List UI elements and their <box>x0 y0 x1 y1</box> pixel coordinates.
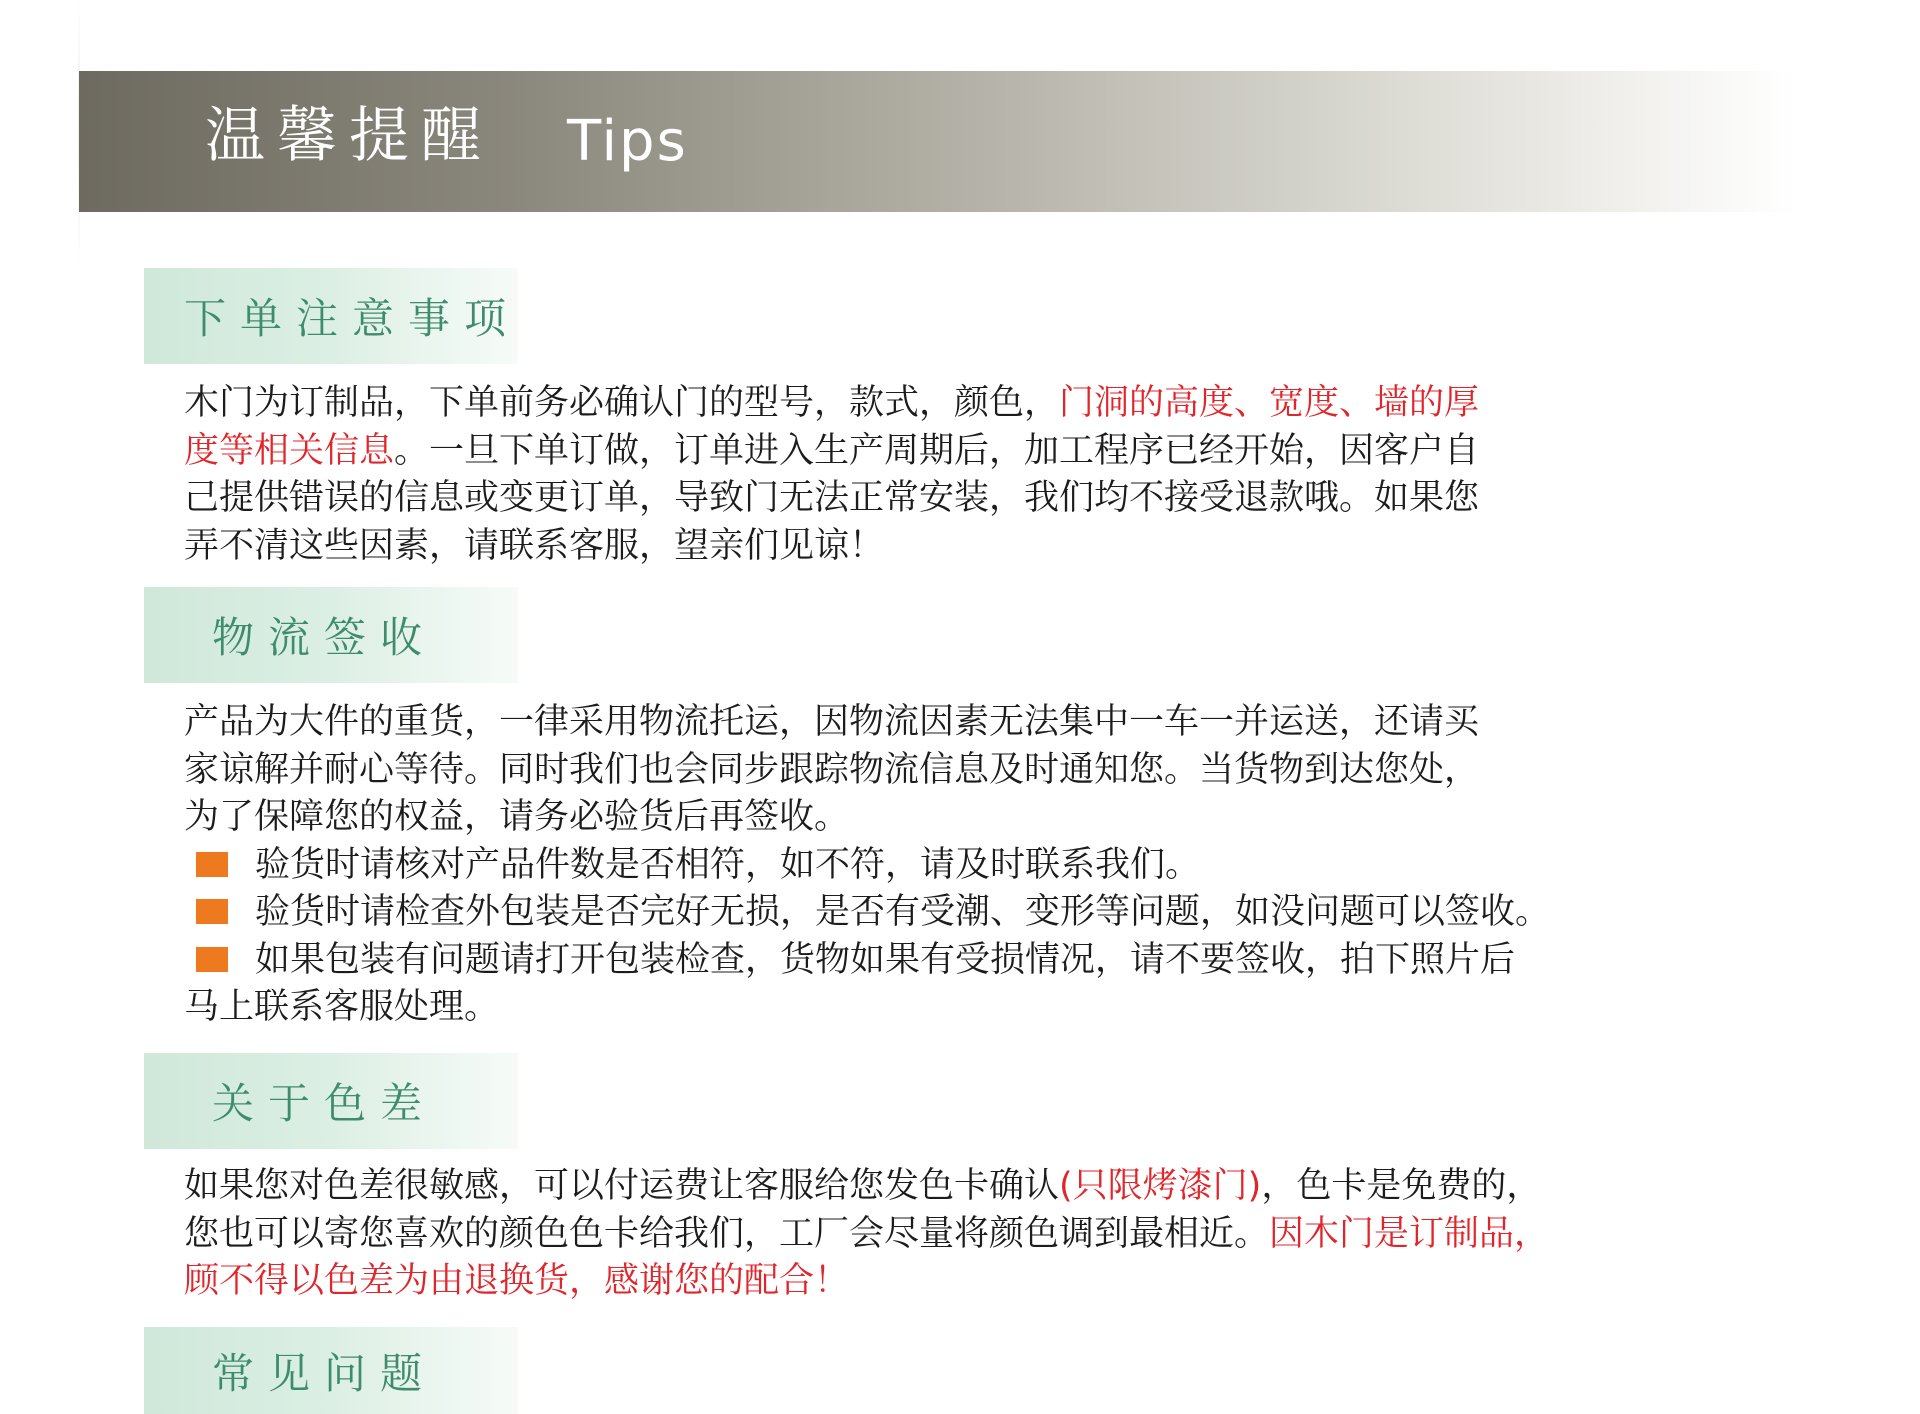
text-run: 木门为订制品，下单前务必确认门的型号，款式，颜色， <box>184 383 1060 423</box>
text-line: 己提供错误的信息或变更订单，导致门无法正常安装，我们均不接受退款哦。如果您 <box>184 478 1480 518</box>
highlight-text: 因木门是订制品， <box>1269 1213 1550 1254</box>
text-line <box>184 1211 1804 1259</box>
section-heading-label: 物流签收 <box>212 613 437 662</box>
section-heading-label: 下单注意事项 <box>184 294 521 343</box>
section-heading-color-difference <box>144 1053 518 1149</box>
text-run: 如果您对色差很敏感，可以付运费让客服给您发色卡确认 <box>184 1166 1060 1206</box>
order-notes-paragraph <box>184 380 1804 570</box>
list-item <box>184 889 1804 937</box>
section-heading-logistics <box>144 587 518 683</box>
logistics-paragraph <box>184 699 1804 1032</box>
text-line: 弄不清这些因素，请联系客服，望亲们见谅！ <box>184 525 885 566</box>
list-item <box>184 937 1804 985</box>
text-line <box>184 428 1804 476</box>
text-run: 您也可以寄您喜欢的颜色色卡给我们，工厂会尽量将颜色调到最相近。 <box>184 1213 1270 1254</box>
header-title: 温馨提醒 <box>205 101 493 171</box>
list-item-text: 如果包装有问题请打开包装检查，货物如果有受损情况，请不要签收，拍下照片后 <box>255 939 1516 980</box>
highlight-text: 度等相关信息 <box>184 430 395 471</box>
text-line: 产品为大件的重货，一律采用物流托运，因物流因素无法集中一车一并运送，还请买 <box>184 702 1480 742</box>
orange-square-bullet-icon <box>196 947 228 972</box>
orange-square-bullet-icon <box>196 899 228 924</box>
list-item-continuation: 马上联系客服处理。 <box>184 987 500 1027</box>
text-run: ，色卡是免费的， <box>1261 1166 1542 1206</box>
text-line <box>184 1163 1804 1211</box>
text-run: 。一旦下单订做，订单进入生产周期后，加工程序已经开始，因客户自 <box>394 430 1480 471</box>
section-heading-order-notes <box>144 268 521 364</box>
highlight-text: (只限烤漆门) <box>1059 1166 1262 1206</box>
header-subtitle: Tips <box>567 109 688 174</box>
color-difference-paragraph <box>184 1163 1804 1306</box>
section-heading-faq <box>144 1327 518 1414</box>
list-item <box>184 842 1804 890</box>
highlight-text: 门洞的高度、宽度、墙的厚 <box>1059 383 1480 423</box>
text-line: 为了保障您的权益，请务必验货后再签收。 <box>184 797 850 837</box>
list-item-text: 验货时请核对产品件数是否相符，如不符，请及时联系我们。 <box>255 844 1201 885</box>
section-heading-label: 常见问题 <box>212 1348 437 1398</box>
list-item-text: 验货时请检查外包装是否完好无损，是否有受潮、变形等问题，如没问题可以签收。 <box>255 892 1551 932</box>
section-heading-label: 关于色差 <box>212 1079 437 1128</box>
highlight-text: 顾不得以色差为由退换货，感谢您的配合！ <box>184 1261 850 1301</box>
orange-square-bullet-icon <box>196 852 228 877</box>
text-line <box>184 380 1804 428</box>
text-line: 家谅解并耐心等待。同时我们也会同步跟踪物流信息及时通知您。当货物到达您处， <box>184 749 1480 790</box>
